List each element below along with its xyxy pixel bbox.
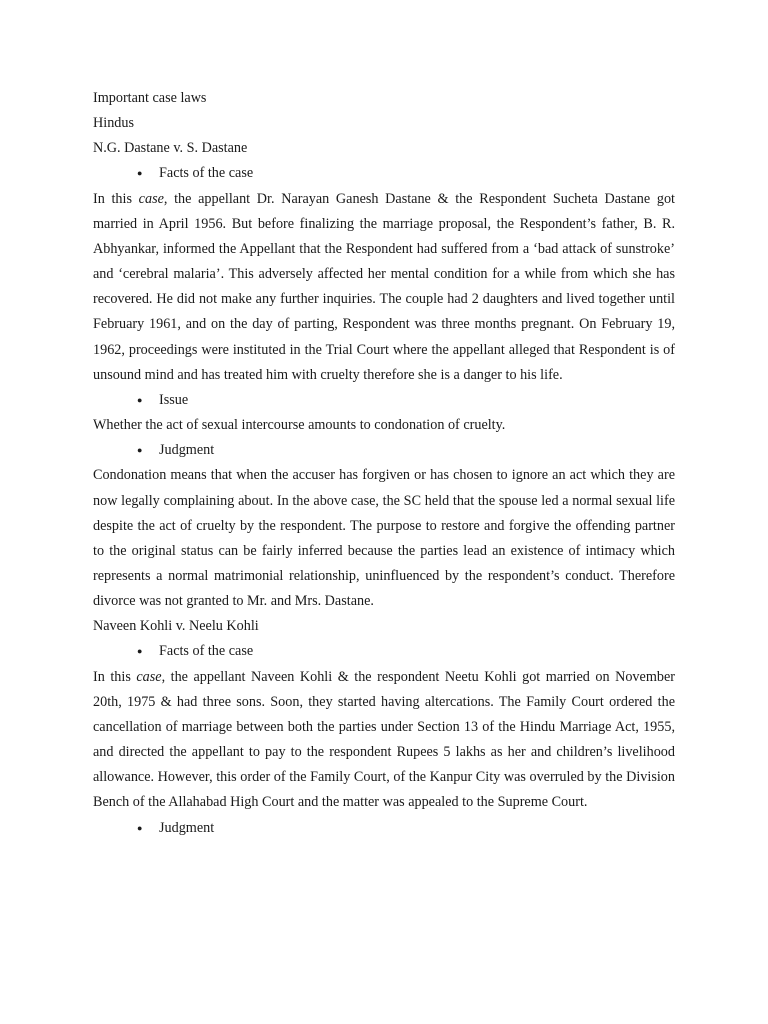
facts-italic-text: case (136, 668, 162, 685)
bullet-dot-icon: ● (137, 394, 143, 405)
bullet-label: Facts of the case (159, 643, 254, 660)
bullet-facts-of-case (93, 161, 675, 186)
case-title-kohli: Naveen Kohli v. Neelu Kohli (93, 618, 259, 635)
bullet-dot-icon: ● (137, 445, 143, 456)
bullet-judgment (93, 438, 675, 463)
facts-body-text: , the appellant Dr. Narayan Ganesh Dastane & the Respondent Sucheta Dastane got married in April 1956. But before finalizing the marriage proposal, the Respondent’s father, B. R. Abhyankar, informed the Appellant that the Respondent had suffered from a ‘bad attack of sunstroke’ and ‘cerebral malaria’. This adversely affected her mental condition for a while from which she has recovered. He did not make any further inquiries. The couple had 2 daughters and lived together until February 1961, and on the day of parting, Respondent was three months pregnant. On February 19, 1962, proceedings were instituted in the Trial Court where the appellant alleged that Respondent is of unsound mind and has treated him with cruelty therefore she is a danger to his life. (93, 190, 675, 383)
facts-lead-text: In this (93, 190, 139, 207)
section-heading-hindus: Hindus (93, 115, 134, 132)
bullet-dot-icon: ● (137, 168, 143, 179)
document-page (93, 86, 675, 841)
bullet-label: Judgment (159, 819, 215, 836)
judgment-paragraph: Condonation means that when the accuser has forgiven or has chosen to ignore an act which they are now legally complaining about. In the above case, the SC held that the spouse led a normal sexual life despite the act of cruelty by the respondent. The purpose to restore and forgive the offending partner to the original status can be fairly inferred because the parties lead an existence of intimacy which represents a normal matrimonial relationship, uninfluenced by the respondent’s conduct. Therefore divorce was not granted to Mr. and Mrs. Dastane. (93, 467, 675, 610)
bullet-label: Issue (159, 391, 189, 408)
bullet-label: Judgment (159, 442, 215, 459)
bullet-dot-icon: ● (137, 646, 143, 657)
bullet-issue (93, 388, 675, 413)
facts-italic-text: case (138, 190, 164, 207)
bullet-dot-icon: ● (137, 822, 143, 833)
bullet-facts-of-case (93, 639, 675, 664)
issue-paragraph: Whether the act of sexual intercourse amounts to condonation of cruelty. (93, 417, 506, 434)
facts-lead-text: In this (93, 668, 137, 685)
facts-body-text: , the appellant Naveen Kohli & the respondent Neetu Kohli got married on November 20th, 1975 & had three sons. Soon, they started having altercations. The Family Court ordered the cancellation of marriage between both the parties under Section 13 of the Hindu Marriage Act, 1955, and directed the appellant to pay to the respondent Rupees 5 lakhs as her and children’s livelihood allowance. However, this order of the Family Court, of the Kanpur City was overruled by the Division Bench of the Allahabad High Court and the matter was appealed to the Supreme Court. (93, 668, 675, 811)
facts-paragraph (93, 187, 675, 388)
document-heading: Important case laws (93, 90, 207, 106)
bullet-judgment (93, 816, 675, 841)
bullet-label: Facts of the case (159, 165, 254, 182)
case-title-dastane: N.G. Dastane v. S. Dastane (93, 140, 248, 157)
facts-paragraph (93, 665, 675, 816)
